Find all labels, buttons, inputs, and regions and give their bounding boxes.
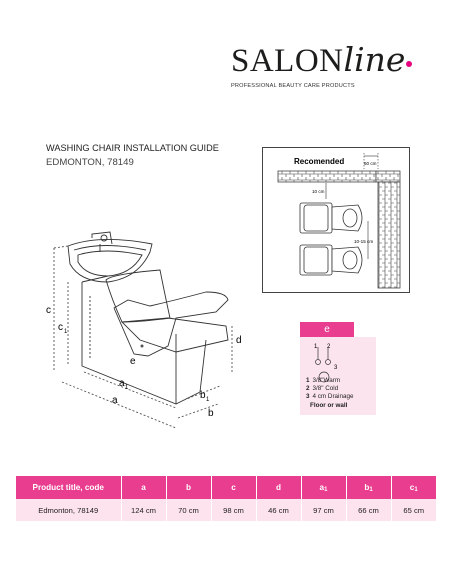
logo-word: SALON — [231, 43, 344, 79]
label-a: a — [112, 395, 118, 406]
cell-a1: 97 cm — [301, 499, 346, 521]
recommended-layout-drawing — [262, 147, 410, 293]
header-c: c — [211, 476, 256, 499]
wall-vertical — [378, 182, 400, 288]
cell-a: 124 cm — [121, 499, 166, 521]
cell-product: Edmonton, 78149 — [16, 499, 121, 521]
label-a1: a — [119, 378, 125, 389]
label-c: c — [46, 305, 51, 316]
header-a: a — [121, 476, 166, 499]
guide-title: WASHING CHAIR INSTALLATION GUIDE — [46, 143, 219, 153]
cell-d: 46 cm — [256, 499, 301, 521]
legend-item: 2 3/8" Cold — [306, 385, 339, 392]
header-b1: b1 — [346, 476, 391, 499]
logo-script: line — [343, 40, 406, 79]
spec-table — [16, 476, 436, 521]
label-b1: b — [200, 390, 206, 401]
legend-item: 1 3/8"Warm — [306, 377, 341, 384]
label-c1-sub: 1 — [64, 329, 68, 335]
legend-marker-1: 1 — [314, 344, 318, 350]
legend-item: 3 4 cm Drainage — [306, 393, 354, 400]
label-c1: c — [58, 322, 63, 333]
chair-top-view-1 — [300, 203, 362, 233]
logo-tagline: PROFESSIONAL BEAUTY CARE PRODUCTS — [231, 83, 355, 89]
legend-header: e — [300, 322, 354, 337]
header-b: b — [166, 476, 211, 499]
chair-top-view-2 — [300, 245, 362, 275]
legend-body — [300, 337, 376, 415]
cell-c1: 65 cm — [391, 499, 436, 521]
recommended-title: Recomended — [294, 157, 345, 166]
label-e: e — [130, 356, 136, 367]
dim-10-15cm: 10-15 cm — [354, 239, 374, 244]
connection-legend — [300, 322, 354, 412]
header-product: Product title, code — [16, 476, 121, 499]
header-a1: a1 — [301, 476, 346, 499]
legend-marker-3: 3 — [334, 365, 338, 371]
label-b: b — [208, 408, 214, 419]
dim-60cm: 60 cm — [364, 161, 377, 166]
cell-b: 70 cm — [166, 499, 211, 521]
label-a1-sub: 1 — [125, 385, 129, 391]
legend-marker-2: 2 — [327, 344, 331, 350]
wall-horizontal — [278, 171, 376, 182]
table-row — [16, 499, 436, 521]
guide-subtitle: EDMONTON, 78149 — [46, 157, 134, 168]
legend-footer: Floor or wall — [310, 402, 348, 409]
cell-c: 98 cm — [211, 499, 256, 521]
header-d: d — [256, 476, 301, 499]
dim-10cm: 10 cm — [312, 189, 325, 194]
chair-base — [82, 282, 200, 404]
header-c1: c1 — [391, 476, 436, 499]
label-d: d — [236, 335, 242, 346]
back-cushion — [106, 270, 170, 322]
label-b1-sub: 1 — [206, 397, 210, 403]
cell-b1: 66 cm — [346, 499, 391, 521]
table-header-row — [16, 476, 436, 499]
